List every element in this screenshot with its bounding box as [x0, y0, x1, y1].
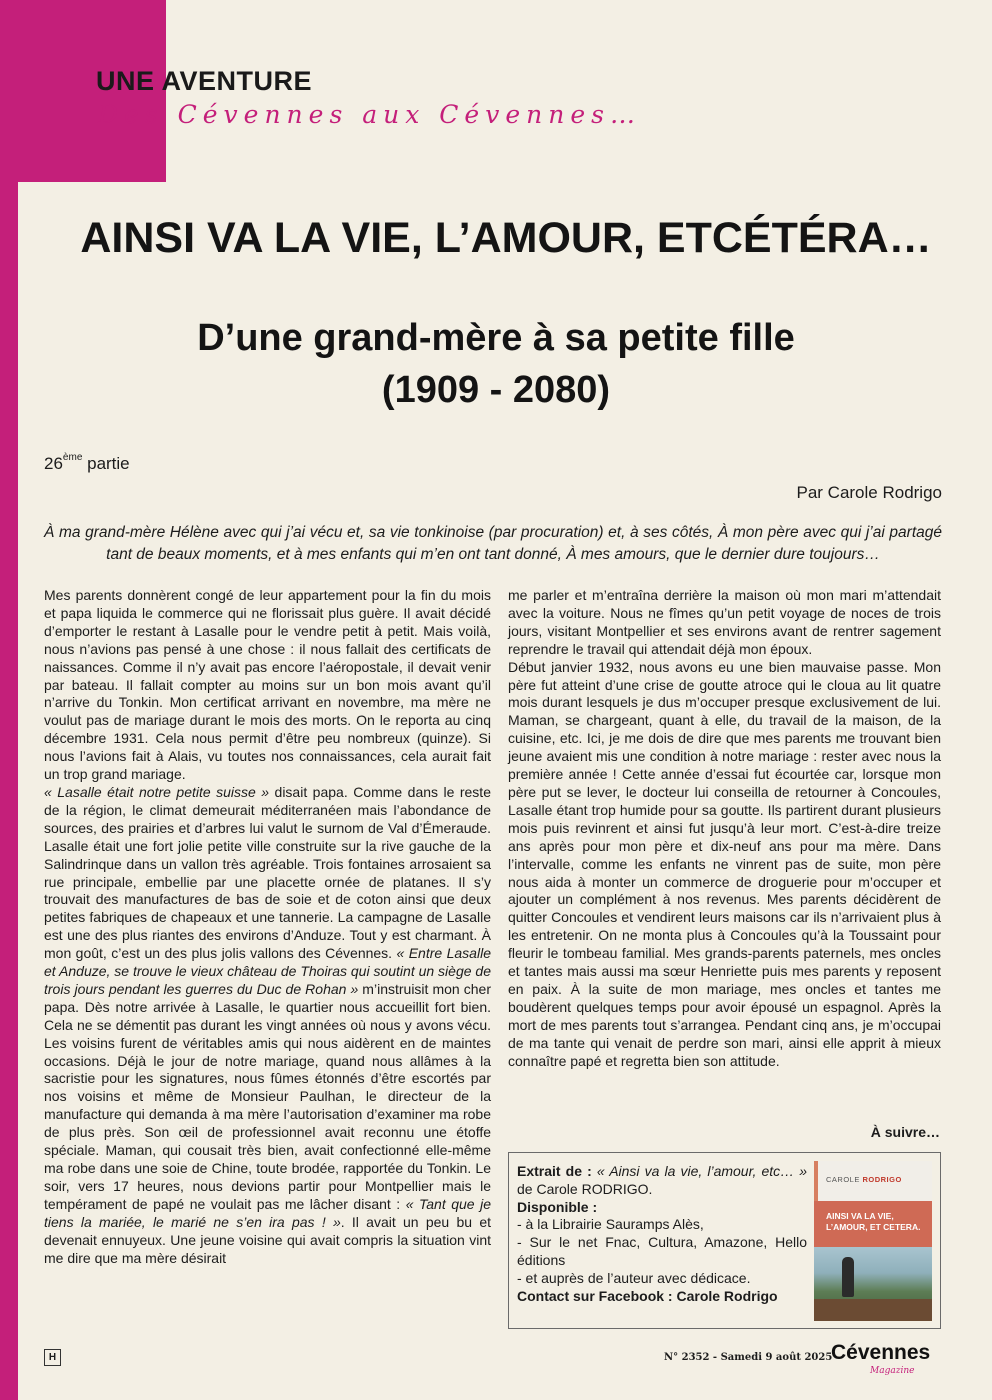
subtitle-line-1: D’une grand-mère à sa petite fille [197, 317, 795, 359]
article-subtitle [0, 312, 992, 416]
quote: « Lasalle était notre petite suisse » [44, 783, 270, 800]
cover-author-last: RODRIGO [862, 1175, 902, 1184]
text: . Il avait un peu bu et devenait ennuyeux. Une jeune voisine qui avait compris la situation vint me dire que ma mère désirait [44, 1213, 491, 1266]
page-letter-badge: H [44, 1349, 61, 1366]
paragraph: me parler et m’entraîna derrière la maison où mon mari m’attendait avec la voiture. Nous ne fîmes qu’un petit voyage de noces de trois jours, visitant Montpellier et ses environs avant de rentrer sagement reprendre le travail qui attendait déjà mon époux. [508, 587, 941, 657]
part-label: partie [87, 454, 130, 473]
text: disait papa. Comme dans le reste de la région, le climat demeurait méditerranéen mais l’abondance de sources, des prairies et d’arbres lui valut le surnom de Val d’Émeraude. Lasalle était une fort jolie petite ville construite sur la rive gauche de la Salindrinque dans un vallon très agréable. Trois fontaines arrosaient sa rue principale, embellie par une placette ornée de platanes. Il s’y trouvait des manufactures de bas de soie et de coton ainsi que deux petites fabriques de chapeaux et une tannerie. La campagne de Lasalle est une des plus riantes des environs d’Anduze. Tout y est charmant. À mon goût, c’est un des plus jolis vallons des Cévennes. [44, 783, 491, 962]
extract-label: Extrait de : [517, 1163, 592, 1179]
dedication: À ma grand-mère Hélène avec qui j’ai vécu et, sa vie tonkinoise (par procuration) et, à ses côtés, À mon père avec qui j’ai partagé tant de beaux moments, et à mes enfants qui m’en ont tant donné, À mes amours, que le dernier dure toujours… [44, 524, 942, 563]
part-number-suffix: ème [62, 452, 83, 464]
extract-by: de Carole RODRIGO. [517, 1180, 653, 1197]
cover-author-first: CAROLE [826, 1175, 860, 1184]
to-be-continued: À suivre… [870, 1124, 940, 1140]
cover-title-line-2: L’AMOUR, ET CETERA. [826, 1222, 921, 1232]
subtitle-line-2: (1909 - 2080) [381, 369, 611, 411]
magazine-logo: Cévennes [831, 1341, 931, 1364]
part-number [44, 454, 130, 474]
text: m’instruisit mon cher papa. Dès notre arrivée à Lasalle, le quartier nous accueillit fort bien. Cela ne se démentit pas durant les vingt années où nous y avons vécu. Les voisins furent de véritables amis qui nous aidèrent en de maintes occasions. Déjà le jour de notre mariage, quand nous allâmes à la sacristie pour les signatures, nous fûmes étonnés d’être escortés par nos voisins et même de Monsieur Paulhan, le directeur de la manufacture qui demanda à ma mère l’autorisation d’examiner ma robe de plus près. Son œil de professionnel avait reconnu une étoffe spéciale. Maman, qui cousait très bien, avait confectionné elle-même ma robe dans une soie de Chine, toute brodée, rapportée du Tonkin. Le soir, vers 17 heures, nous devions partir pour Montpellier mais le tempérament de papé ne voulait pas me lâcher disant : [44, 980, 491, 1212]
magazine-logo-sub: Magazine [870, 1366, 915, 1376]
issue-info: N° 2352 - Samedi 9 août 2025 [664, 1352, 833, 1363]
book-cover-image [814, 1161, 932, 1321]
magenta-side-bar [0, 0, 18, 1400]
quote: « Entre Lasalle et Anduze, se trouve le vieux château de Thoiras qui soutint un siège de trois jours pendant les guerres du Duc de Rohan » [44, 945, 491, 997]
author-byline: Par Carole Rodrigo [796, 483, 942, 502]
article-title: AINSI VA LA VIE, L’AMOUR, ETCÉTÉRA… [80, 214, 932, 262]
part-number-value: 26 [44, 454, 63, 473]
cover-author [826, 1175, 902, 1184]
rubric-title: UNE AVENTURE [96, 66, 313, 96]
quote: « Tant que je tiens la mariée, le marié ne s’en ira pas ! » [44, 1195, 491, 1230]
available-label: Disponible : [517, 1198, 598, 1215]
contact-line: Contact sur Facebook : Carole Rodrigo [517, 1287, 778, 1304]
availability-line: - à la Librairie Sauramps Alès, [517, 1216, 704, 1233]
paragraph: Début janvier 1932, nous avons eu une bien mauvaise passe. Mon père fut atteint d’une crise de goutte atroce qui le cloua au lit quatre mois durant lesquels je dus m’occuper presque exclusivement de lui. Maman, se chargeant, quant à elle, du travail de la maison, de la cuisine, etc. Ici, je me dois de dire que mes parents me trouvant bien jeune avaient mis une condition à notre mariage : rester avec nous la première année ! Cette année d’essai fut écourtée car, lorsque mon père put se lever, le docteur lui conseilla de retourner à Concoules, Lasalle étant trop humide pour sa goutte. Ils partirent durant plusieurs mois puis revinrent et ainsi fut jusqu’à leur mort. C’est-à-dire treize ans après pour mon père et dix-neuf ans pour ma mère. Dans l’intervalle, comme les enfants ne vinrent pas de suite, mon père nous aida à monter un commerce de droguerie pour m’occuper et ajouter un complément à nos revenus. Mes parents décidèrent de quitter Concoules et vendirent leurs maisons car ils n’arrivaient plus à les entretenir. On ne monta plus à Concoules qu’à la Toussaint pour fleurir le tombeau familial. Mes grands-parents paternels, mes oncles et tantes mais aussi ma sœur Henriette puis mes parents y reposent en paix. À la suite de mon mariage, mes oncles et tantes me boudèrent quelques temps pour avoir épousé un espagnol. Après la mort de mes parents tout s’arrangea. Pendant cinq ans, je m’occupai de ma tante qui venait de perdre son mari, ainsi elle apprit à mieux connaître papé et regretta bien son attitude. [508, 658, 941, 1069]
article-column-1 [44, 587, 491, 1267]
book-extract-box [508, 1152, 941, 1329]
paragraph [44, 784, 491, 1267]
availability-line: - et auprès de l’auteur avec dédicace. [517, 1269, 751, 1286]
extract-book-title: « Ainsi va la vie, l’amour, etc… » [596, 1163, 808, 1179]
cover-person-silhouette [842, 1257, 854, 1297]
cover-title [826, 1211, 920, 1233]
availability-line: - Sur le net Fnac, Cultura, Amazone, Hello éditions [517, 1234, 807, 1268]
paragraph: Mes parents donnèrent congé de leur appartement pour la fin du mois et papa liquida le commerce qui ne florissait plus guère. Il avait décidé d’emporter le restant à Lasalle pour le vendre petit à petit. Mais voilà, nous n’avions pas pensé à une chose : il nous fallait des certificats de naissances. Comme il n’y avait pas encore l’aéropostale, il devait venir par bateau. Il fallait compter au moins sur un bon mois avant qu’il n’arrive du Tonkin. Mon certificat arrivant en novembre, ma mère ne voulut pas de mariage durant le mois des morts. On le reporta au cinq décembre 1931. Cela nous permit d’être peu nombreux (quinze). Si nous l’avions fait à Alais, vu toutes nos connaissances, cela aurait fait un trop grand mariage. [44, 587, 491, 783]
article-column-2 [508, 587, 941, 1070]
cover-title-line-1: AINSI VA LA VIE, [826, 1211, 894, 1221]
cover-fence [814, 1299, 932, 1321]
extract-text [517, 1163, 807, 1305]
rubric-script-subtitle: Des Cévennes aux Cévennes… [98, 100, 641, 129]
